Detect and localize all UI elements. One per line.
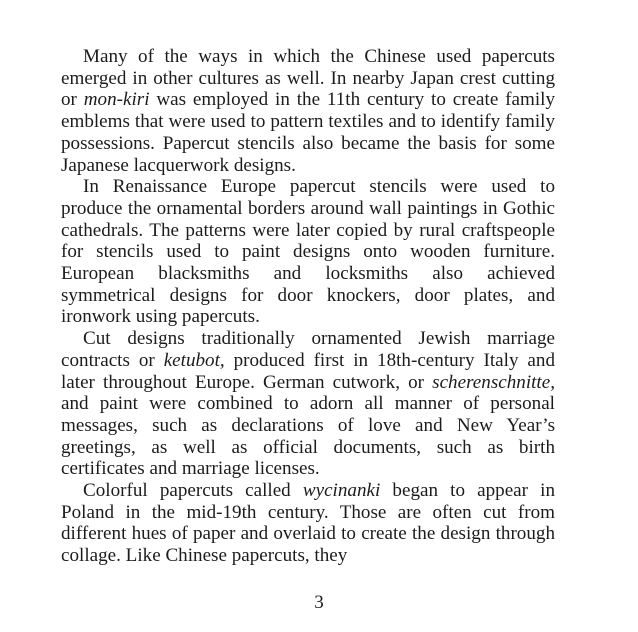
paragraph-jewish-german: [61, 328, 555, 480]
text-run: began to appear in Poland in the mid-19th century. Those are often cut from different hues of paper and overlaid to create the design through collage. Like Chinese papercuts, they: [61, 480, 556, 567]
text-run: In Renaissance Europe papercut stencils were used to produce the ornamental borders around wall paintings in Gothic cathedrals. The patterns were later copied by rural craftspeople for stencils used to paint designs onto wooden furniture. European blacksmiths and locksmiths also achieved symmetrical designs for door knockers, door plates, and ironwork using papercuts.: [61, 176, 555, 328]
text-run: and paint were combined to adorn all manner of personal messages, such as declarations of love and New Year’s greetings, as well as official documents, such as birth certificates and marriage licenses.: [61, 393, 555, 480]
text-run: Many of the ways in which the Chinese used papercuts emerged in other cultures as well. In nearby Japan crest cutting or: [61, 46, 555, 111]
body-text: [61, 46, 555, 567]
paragraph-renaissance-europe: [61, 176, 555, 328]
italic-term: wycinanki: [302, 480, 381, 502]
text-run: produced first in 18th-century Italy and later throughout Europe. German cutwork, or: [61, 349, 555, 393]
page-number: 3: [314, 592, 324, 613]
paragraph-japan: [61, 46, 555, 176]
italic-term: mon-kiri: [83, 89, 150, 111]
italic-term: scherenschnitte,: [432, 371, 555, 393]
paragraph-poland: [61, 480, 555, 567]
text-run: Colorful papercuts called: [83, 480, 303, 502]
italic-term: ketubot,: [163, 349, 225, 371]
text-run: Cut designs traditionally ornamented Jewish marriage contracts or: [61, 328, 555, 371]
text-run: was employed in the 11th century to create family emblems that were used to pattern textiles and to identify family possessions. Papercut stencils also became the basis for some Japanese lacquerwork designs.: [61, 89, 555, 176]
